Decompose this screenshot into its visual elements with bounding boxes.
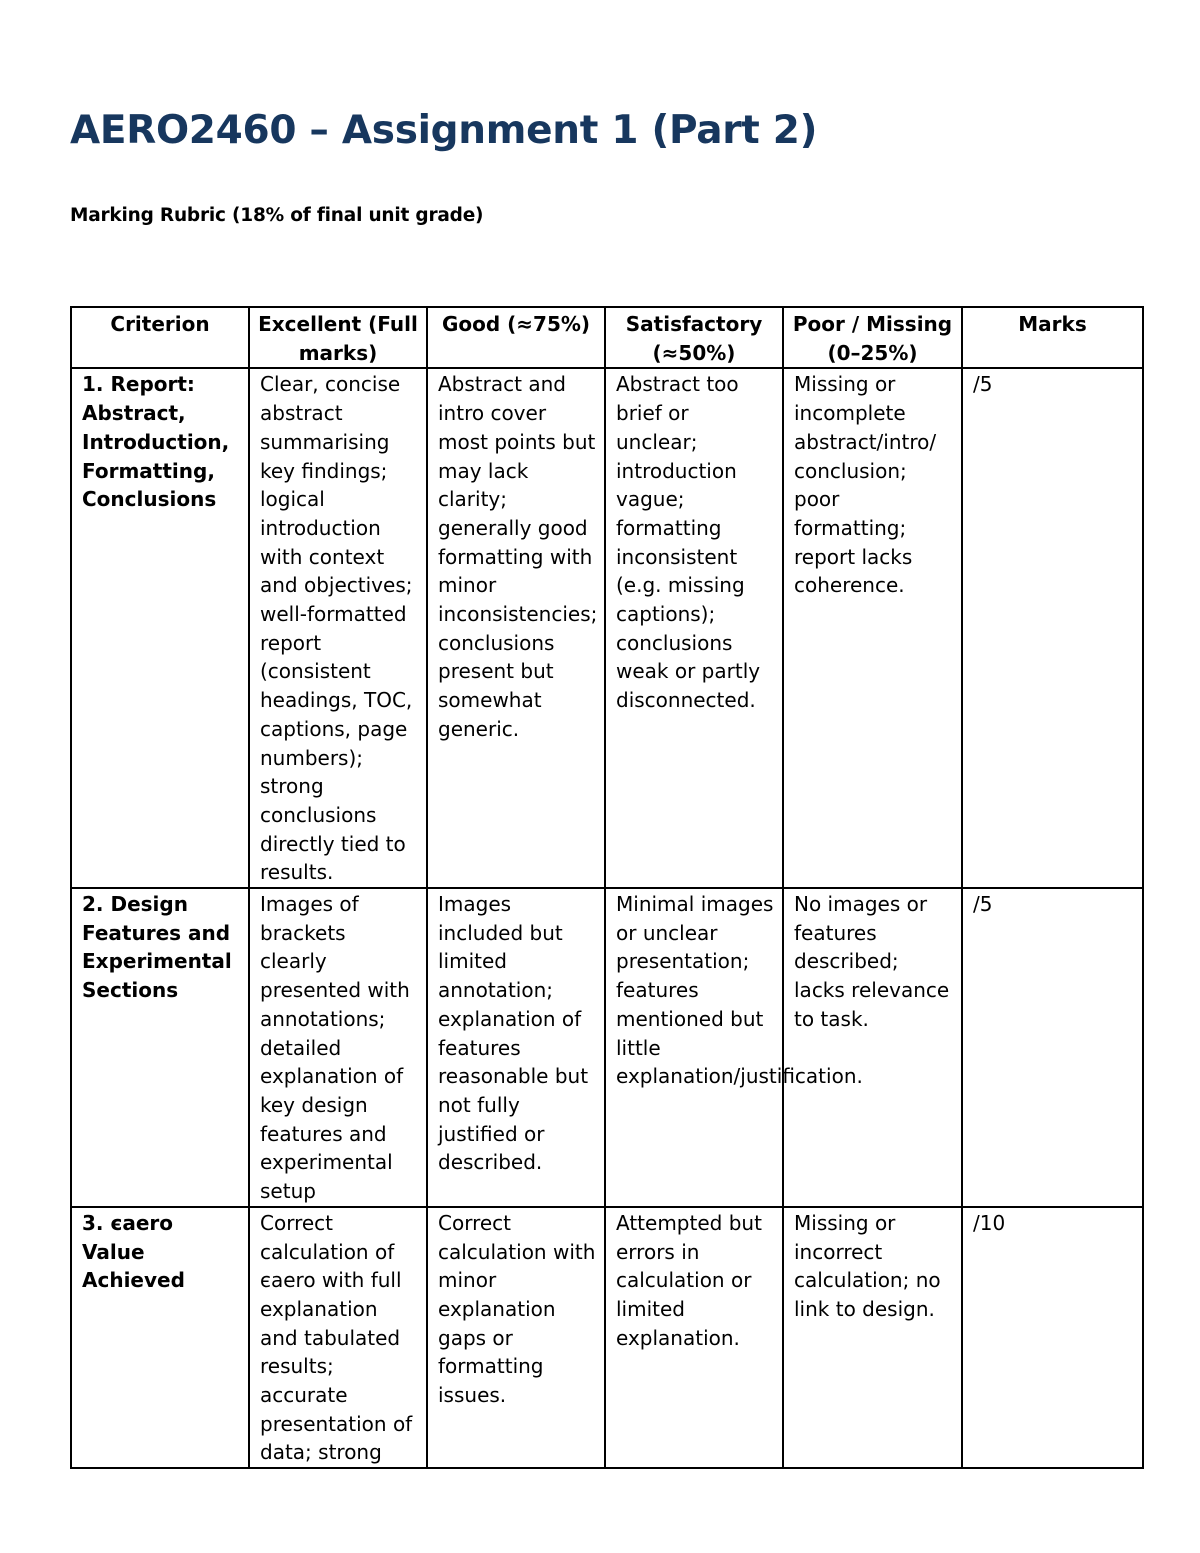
- excellent-cell: Correct calculation of єaero with full explanation and tabulated results; accurate presentation of data; strong: [249, 1207, 427, 1468]
- good-cell: Correct calculation with minor explanation gaps or formatting issues.: [427, 1207, 605, 1468]
- criterion-cell: 1. Report: Abstract, Introduction, Formatting, Conclusions: [71, 368, 249, 888]
- excellent-cell: Images of brackets clearly presented with annotations; detailed explanation of key design features and experimental setup: [249, 888, 427, 1207]
- marks-cell: /5: [962, 368, 1143, 888]
- document-subtitle: Marking Rubric (18% of final unit grade): [70, 205, 484, 226]
- good-cell: Images included but limited annotation; explanation of features reasonable but not fully justified or described.: [427, 888, 605, 1207]
- poor-cell: Missing or incomplete abstract/intro/ conclusion; poor formatting; report lacks coherence.: [783, 368, 962, 888]
- poor-cell: No images or features described; lacks relevance to task.: [783, 888, 962, 1207]
- header-criterion: Criterion: [71, 307, 249, 368]
- header-satisfactory: Satisfactory (≈50%): [605, 307, 783, 368]
- satisfactory-cell: Minimal images or unclear presentation; features mentioned but little explanation/justification.: [605, 888, 783, 1207]
- header-good: Good (≈75%): [427, 307, 605, 368]
- header-poor: Poor / Missing (0–25%): [783, 307, 962, 368]
- marks-cell: /10: [962, 1207, 1143, 1468]
- table-row: [71, 368, 1143, 888]
- header-marks: Marks: [962, 307, 1143, 368]
- header-excellent: Excellent (Full marks): [249, 307, 427, 368]
- excellent-cell: Clear, concise abstract summarising key findings; logical introduction with context and objectives; well-formatted report (consistent headings, TOC, captions, page numbers); strong conclusions directly tied to results.: [249, 368, 427, 888]
- document-title: AERO2460 – Assignment 1 (Part 2): [70, 108, 818, 153]
- rubric-header-row: [71, 307, 1143, 368]
- table-row: [71, 888, 1143, 1207]
- criterion-cell: 2. Design Features and Experimental Sections: [71, 888, 249, 1207]
- criterion-cell: 3. єaero Value Achieved: [71, 1207, 249, 1468]
- poor-cell: Missing or incorrect calculation; no link to design.: [783, 1207, 962, 1468]
- good-cell: Abstract and intro cover most points but may lack clarity; generally good formatting with minor inconsistencies; conclusions present but somewhat generic.: [427, 368, 605, 888]
- table-row: [71, 1207, 1143, 1468]
- satisfactory-cell: Abstract too brief or unclear; introduction vague; formatting inconsistent (e.g. missing captions); conclusions weak or partly disconnected.: [605, 368, 783, 888]
- marks-cell: /5: [962, 888, 1143, 1207]
- rubric-table: [70, 306, 1144, 1469]
- satisfactory-cell: Attempted but errors in calculation or limited explanation.: [605, 1207, 783, 1468]
